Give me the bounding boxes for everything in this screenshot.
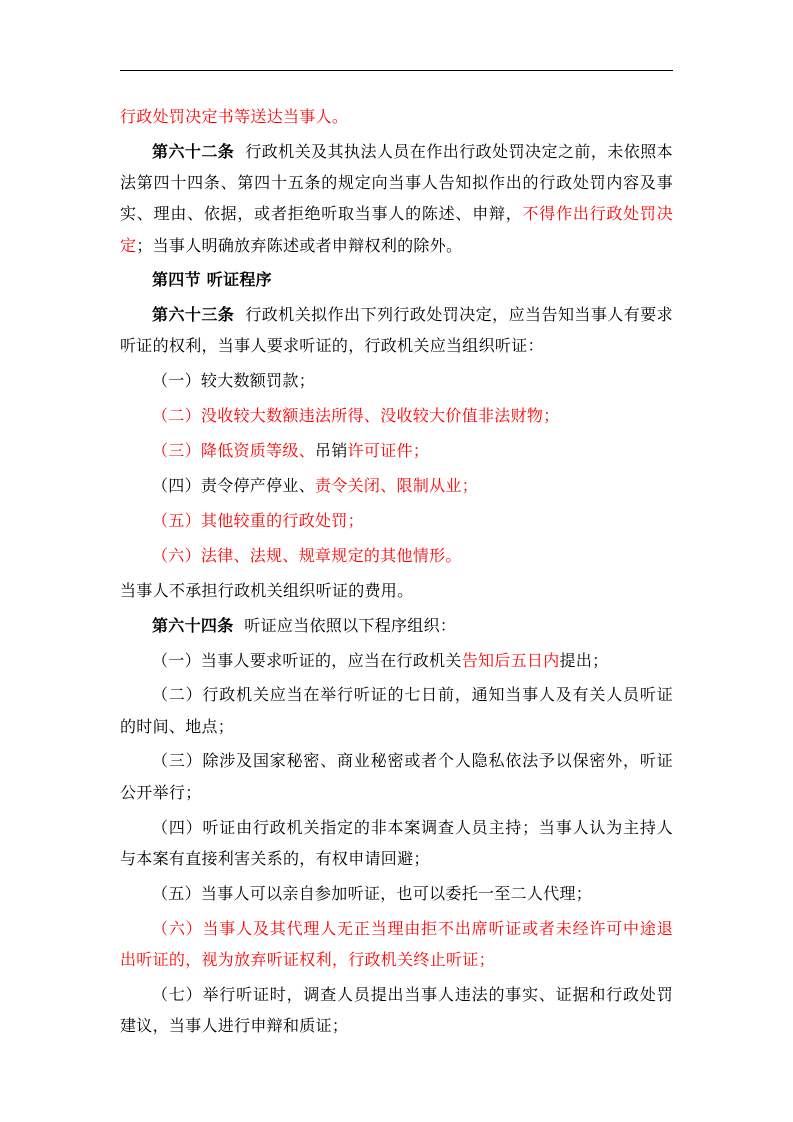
article-64-item-6: （六）当事人及其代理人无正当理由拒不出席听证或者未经许可中途退出听证的，视为放弃听证权利，行政机关终止听证； — [120, 918, 673, 969]
article-63-item-3-part-b: 吊销 — [315, 441, 348, 461]
article-63-item-4-part-a: （四）责令停产停业、 — [152, 476, 316, 496]
article-62-title: 第六十二条 — [152, 141, 235, 161]
article-64 — [120, 610, 673, 641]
article-63-closing: 当事人不承担行政机关组织听证的费用。 — [120, 580, 414, 600]
article-63-item-4-part-b: 责令关闭、限制从业； — [315, 476, 479, 496]
continuation-text: 行政处罚决定书等送达当事人。 — [120, 107, 349, 126]
article-63-item-5: （五）其他较重的行政处罚； — [152, 510, 364, 530]
article-64-item-1-part-b: 告知后五日内 — [461, 650, 560, 670]
article-62 — [120, 136, 673, 261]
document-body — [120, 101, 673, 1041]
article-63-item-2: （二）没收较大数额违法所得、没收较大价值非法财物； — [152, 406, 560, 426]
article-63-item-1: （一）较大数额罚款； — [152, 371, 316, 391]
article-62-text-1: 行政机关及其执法人员在作出行政处罚决定之前，未依照本法第四十四条、第四十五条的规定向当事人告知拟作出的行政处罚内容及事实、理由、依据，或者拒绝听取当事人的陈述、申辩， — [120, 141, 673, 224]
article-64-item-2: （二）行政机关应当在举行听证的七日前，通知当事人及有关人员听证的时间、地点； — [120, 685, 673, 736]
article-63-item-4 — [120, 470, 673, 501]
header-rule — [120, 70, 673, 71]
article-63-text-1: 行政机关拟作出下列行政处罚决定，应当告知当事人有要求听证的权利，当事人要求听证的，行政机关应当组织听证： — [120, 305, 673, 356]
article-64-item-1 — [120, 645, 673, 676]
article-64-text-1: 听证应当依照以下程序组织： — [244, 615, 457, 635]
paragraph-continuation — [120, 101, 673, 132]
article-64-title: 第六十四条 — [152, 615, 234, 635]
article-64-item-1-part-a: （一）当事人要求听证的，应当在行政机关 — [152, 650, 462, 670]
article-62-highlight: 不得作出行政处罚决定 — [120, 204, 674, 255]
article-64-item-1-part-c: 提出； — [559, 650, 609, 670]
article-63-item-3 — [120, 435, 673, 466]
article-63-title: 第六十三条 — [152, 305, 235, 325]
article-64-item-3: （三）除涉及国家秘密、商业秘密或者个人隐私依法予以保密外，听证公开举行； — [120, 751, 673, 802]
article-64-item-7: （七）举行听证时，调查人员提出当事人违法的事实、证据和行政处罚建议，当事人进行申辩和质证； — [120, 984, 673, 1035]
section-heading: 第四节 听证程序 — [152, 270, 272, 290]
article-63 — [120, 299, 673, 361]
article-63-item-3-part-a: （三）降低资质等级、 — [152, 441, 316, 461]
article-63-item-6: （六）法律、法规、规章规定的其他情形。 — [152, 545, 462, 565]
article-63-item-3-part-c: 许可证件； — [347, 441, 430, 461]
article-64-item-5: （五）当事人可以亲自参加听证，也可以委托一至二人代理； — [152, 883, 593, 903]
article-64-item-4: （四）听证由行政机关指定的非本案调查人员主持；当事人认为主持人与本案有直接利害关系的，有权申请回避； — [120, 817, 673, 868]
article-62-text-2: ；当事人明确放弃陈述或者申辩权利的除外。 — [136, 235, 463, 255]
